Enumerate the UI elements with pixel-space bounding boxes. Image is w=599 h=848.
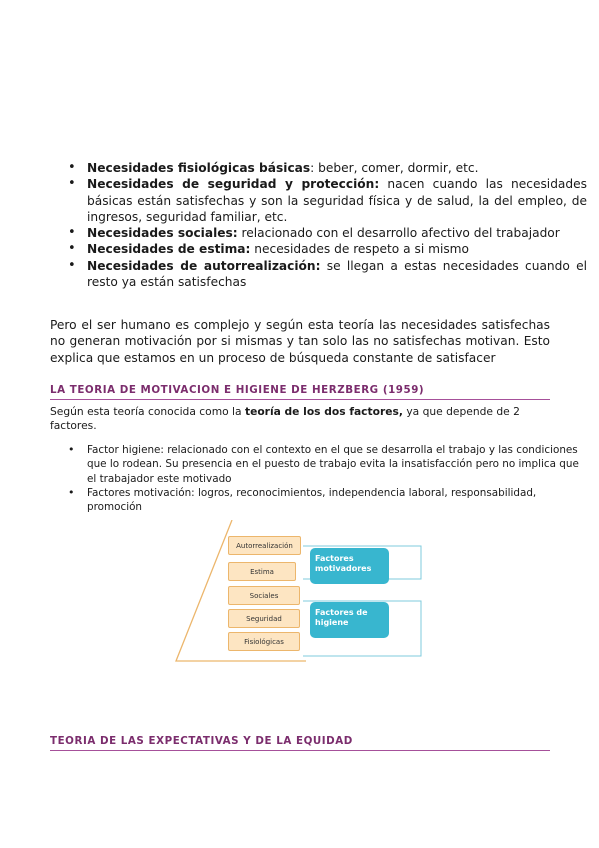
list-item: • Necesidades fisiológicas básicas: beber, comer, dormir, etc. [87, 160, 587, 176]
needs-list [50, 160, 587, 290]
list-item: • Necesidades sociales: relacionado con el desarrollo afectivo del trabajador [87, 225, 587, 241]
list-item: • Necesidades de seguridad y protección: nacen cuando las necesidades básicas están satisfechas y son la seguridad física y de salud, la del empleo, de ingresos, seguridad familiar, etc. [87, 176, 587, 225]
motivators-box: Factores motivadores [310, 548, 389, 584]
pyramid-level-fisiologicas: Fisiológicas [228, 632, 300, 651]
herzberg-diagram [175, 520, 425, 662]
pyramid-level-sociales: Sociales [228, 586, 300, 605]
list-item: • Factor higiene: relacionado con el contexto en el que se desarrolla el trabajo y las condiciones que lo rodean. Su presencia en el puesto de trabajo evita la insatisfacción pero no implica que el trabajador este motivado [87, 443, 587, 486]
list-item: • Necesidades de autorrealización: se llegan a estas necesidades cuando el resto ya están satisfechas [87, 258, 587, 291]
pyramid-level-seguridad: Seguridad [228, 609, 300, 628]
factors-list [50, 443, 587, 514]
herzberg-heading: LA TEORIA DE MOTIVACION E HIGIENE DE HERZBERG (1959) [50, 384, 550, 400]
hygiene-box: Factores de higiene [310, 602, 389, 638]
list-item: • Necesidades de estima: necesidades de respeto a si mismo [87, 241, 587, 257]
maslow-conclusion: Pero el ser humano es complejo y según esta teoría las necesidades satisfechas no generan motivación por si mismas y tan solo las no satisfechas motivan. Esto explica que estamos en un proceso de búsqueda constante de satisfacer [50, 318, 550, 365]
pyramid-level-autorrealizacion: Autorrealización [228, 536, 301, 555]
expectancy-heading: TEORIA DE LAS EXPECTATIVAS Y DE LA EQUIDAD [50, 735, 550, 751]
herzberg-intro: Según esta teoría conocida como la teoría de los dos factores, ya que depende de 2 factores. [50, 405, 520, 433]
list-item: • Factores motivación: logros, reconocimientos, independencia laboral, responsabilidad, promoción [87, 486, 587, 515]
pyramid-level-estima: Estima [228, 562, 296, 581]
